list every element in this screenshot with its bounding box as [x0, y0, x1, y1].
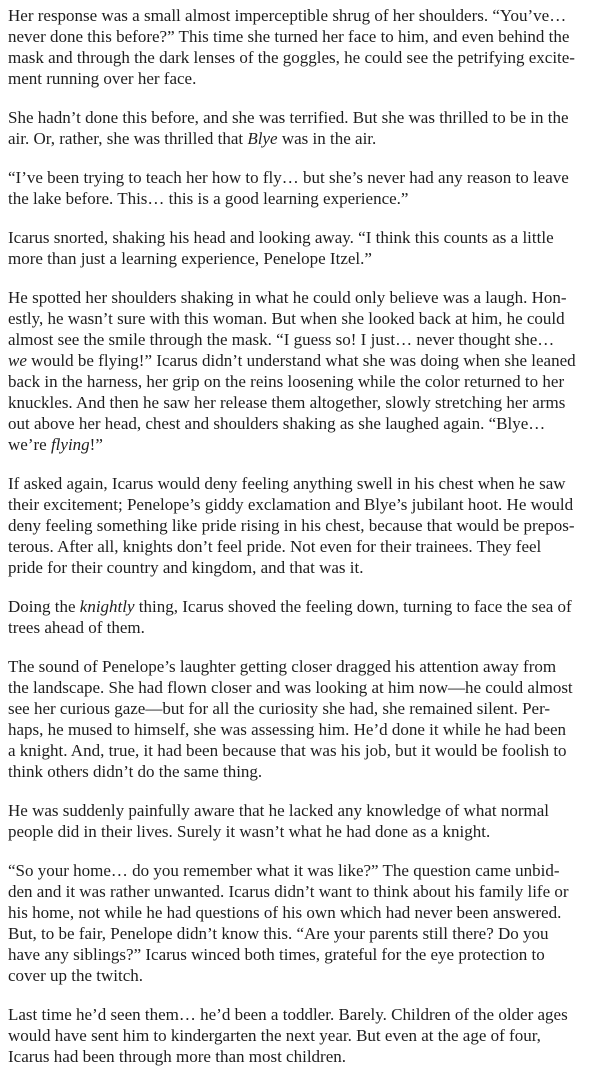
text-line [8, 656, 595, 677]
text-segment: air. Or, rather, she was thrilled that [8, 129, 248, 148]
text-segment: Icarus had been through more than most children. [8, 1047, 347, 1066]
text-segment: pride for their country and kingdom, and that was it. [8, 558, 364, 577]
text-segment: cover up the twitch. [8, 966, 144, 985]
text-segment: ment running over her face. [8, 69, 197, 88]
text-line [8, 473, 595, 494]
text-segment: He spotted her shoulders shaking in what he could only believe was a laugh. Hon- [8, 288, 567, 307]
text-line [8, 371, 595, 392]
text-segment: out above her head, chest and shoulders shaking as she laughed again. “Blye… [8, 414, 546, 433]
text-line [8, 413, 595, 434]
text-segment: would be flying!” Icarus didn’t understand what she was doing when she leaned [26, 351, 576, 370]
text-line [8, 821, 595, 842]
text-line [8, 1046, 595, 1067]
text-line [8, 800, 595, 821]
text-segment: would have sent him to kindergarten the next year. But even at the age of four, [8, 1026, 541, 1045]
text-segment: never done this before?” This time she turned her face to him, and even behind the [8, 27, 570, 46]
text-line [8, 329, 595, 350]
text-line [8, 677, 595, 698]
text-segment: more than just a learning experience, Penelope Itzel.” [8, 249, 372, 268]
italic-text-segment: we [8, 351, 27, 370]
text-segment: But, to be fair, Penelope didn’t know this. “Are your parents still there? Do you [8, 924, 549, 943]
text-segment: we’re [8, 435, 51, 454]
text-segment: Doing the [8, 597, 80, 616]
italic-text-segment: flying [50, 435, 90, 454]
text-segment: people did in their lives. Surely it wasn’t what he had done as a knight. [8, 822, 491, 841]
italic-text-segment: knightly [79, 597, 135, 616]
text-segment: She hadn’t done this before, and she was terrified. But she was thrilled to be in the [8, 108, 569, 127]
text-line [8, 557, 595, 578]
text-line [8, 1025, 595, 1046]
paragraph [8, 167, 595, 209]
text-segment: the lake before. This… this is a good learning experience.” [8, 189, 409, 208]
text-segment: mask and through the dark lenses of the goggles, he could see the petrifying excite- [8, 48, 575, 67]
text-segment: trees ahead of them. [8, 618, 145, 637]
paragraph [8, 227, 595, 269]
text-segment: estly, he wasn’t sure with this woman. But when she looked back at him, he could [8, 309, 565, 328]
text-segment: back in the harness, her grip on the reins loosening while the color returned to her [8, 372, 565, 391]
text-segment: a knight. And, true, it had been because that was his job, but it would be foolish to [8, 741, 567, 760]
text-segment: “So your home… do you remember what it was like?” The question came unbid- [8, 861, 560, 880]
text-segment: The sound of Penelope’s laughter getting closer dragged his attention away from [8, 657, 557, 676]
text-line [8, 107, 595, 128]
text-line [8, 902, 595, 923]
text-segment: Last time he’d seen them… he’d been a toddler. Barely. Children of the older ages [8, 1005, 568, 1024]
paragraph [8, 656, 595, 782]
text-line [8, 287, 595, 308]
paragraph [8, 107, 595, 149]
text-segment: Her response was a small almost imperceptible shrug of her shoulders. “You’ve… [8, 6, 567, 25]
text-line [8, 944, 595, 965]
text-line [8, 47, 595, 68]
text-line [8, 536, 595, 557]
text-segment: their excitement; Penelope’s giddy exclamation and Blye’s jubilant hoot. He would [8, 495, 574, 514]
text-line [8, 68, 595, 89]
text-line [8, 494, 595, 515]
text-line [8, 860, 595, 881]
text-segment: deny feeling something like pride rising in his chest, because that would be prepos- [8, 516, 575, 535]
paragraph [8, 860, 595, 986]
text-segment: “I’ve been trying to teach her how to fly… but she’s never had any reason to leave [8, 168, 569, 187]
paragraph [8, 800, 595, 842]
text-segment: !” [89, 435, 103, 454]
text-line [8, 128, 595, 149]
text-segment: see her curious gaze—but for all the curiosity she had, she remained silent. Per- [8, 699, 551, 718]
text-segment: was in the air. [277, 129, 377, 148]
text-segment: thing, Icarus shoved the feeling down, turning to face the sea of [134, 597, 572, 616]
paragraph [8, 1004, 595, 1067]
text-line [8, 5, 595, 26]
text-line [8, 596, 595, 617]
text-line [8, 392, 595, 413]
text-line [8, 923, 595, 944]
text-line [8, 167, 595, 188]
text-line [8, 740, 595, 761]
italic-text-segment: Blye [247, 129, 278, 148]
text-segment: haps, he mused to himself, she was assessing him. He’d done it while he had been [8, 720, 567, 739]
text-line [8, 881, 595, 902]
text-segment: terous. After all, knights don’t feel pride. Not even for their trainees. They feel [8, 537, 542, 556]
text-line [8, 350, 595, 371]
paragraph [8, 473, 595, 578]
text-line [8, 515, 595, 536]
paragraph [8, 596, 595, 638]
text-segment: think others didn’t do the same thing. [8, 762, 263, 781]
text-segment: his home, not while he had questions of his own which had never been answered. [8, 903, 562, 922]
text-segment: almost see the smile through the mask. “I guess so! I just… never thought she… [8, 330, 555, 349]
text-line [8, 698, 595, 719]
text-line [8, 308, 595, 329]
text-line [8, 617, 595, 638]
text-line [8, 434, 595, 455]
text-line [8, 188, 595, 209]
paragraph [8, 287, 595, 455]
text-line [8, 227, 595, 248]
text-line [8, 26, 595, 47]
text-line [8, 1004, 595, 1025]
text-line [8, 965, 595, 986]
text-line [8, 761, 595, 782]
text-segment: If asked again, Icarus would deny feeling anything swell in his chest when he saw [8, 474, 566, 493]
text-line [8, 719, 595, 740]
text-line [8, 248, 595, 269]
text-segment: have any siblings?” Icarus winced both times, grateful for the eye protection to [8, 945, 545, 964]
text-segment: the landscape. She had flown closer and was looking at him now—he could almost [8, 678, 573, 697]
text-segment: He was suddenly painfully aware that he lacked any knowledge of what normal [8, 801, 549, 820]
text-segment: Icarus snorted, shaking his head and looking away. “I think this counts as a little [8, 228, 554, 247]
text-segment: den and it was rather unwanted. Icarus didn’t want to think about his family life or [8, 882, 569, 901]
paragraph [8, 5, 595, 89]
text-segment: knuckles. And then he saw her release them altogether, slowly stretching her arms [8, 393, 566, 412]
